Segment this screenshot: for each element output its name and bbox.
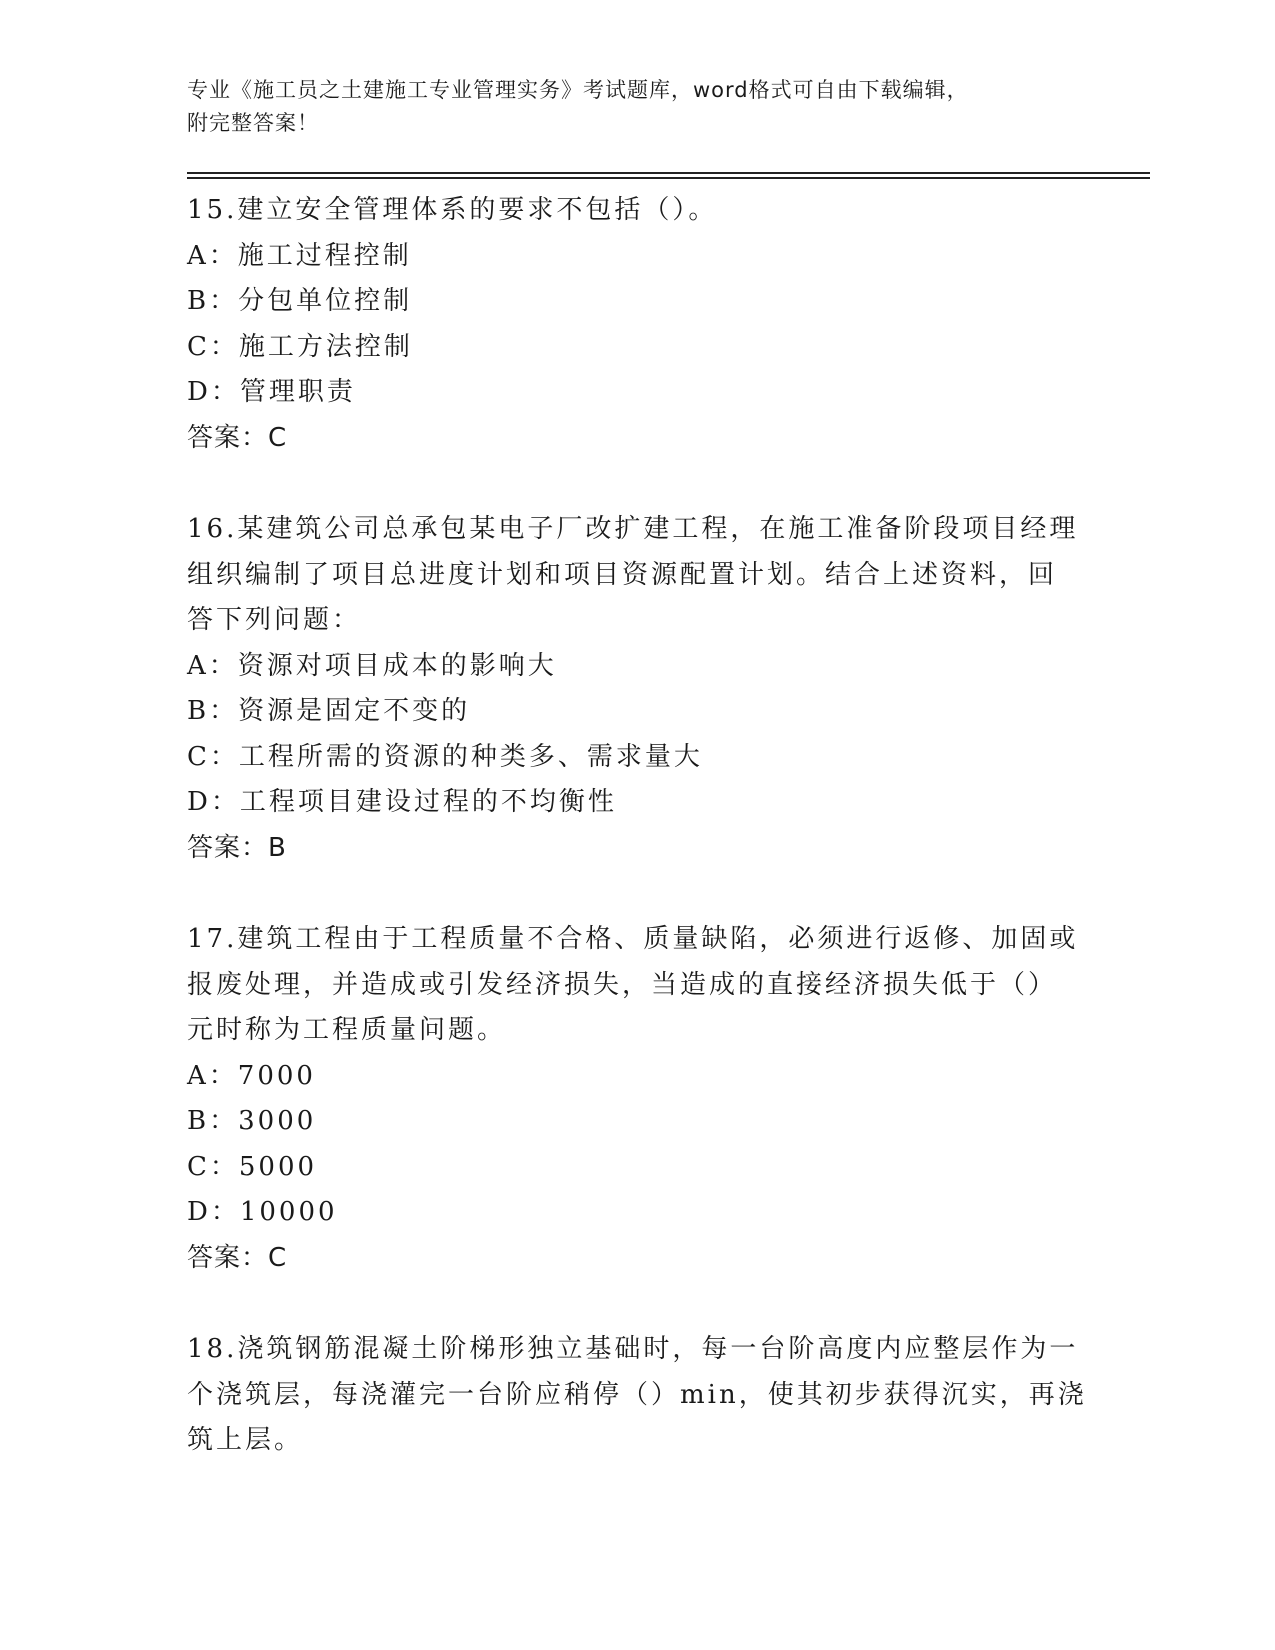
header-divider-top — [187, 172, 1150, 174]
question-16 — [187, 507, 1087, 871]
answer: 答案：C — [187, 1242, 288, 1273]
question-stem: 筑上层。 — [187, 1425, 304, 1455]
answer: 答案：C — [187, 422, 288, 453]
document-header — [187, 74, 1087, 140]
header-line-2: 附完整答案！ — [187, 111, 319, 135]
question-18 — [187, 1327, 1087, 1464]
option-b: B：资源是固定不变的 — [187, 696, 471, 726]
option-a: A：资源对项目成本的影响大 — [187, 650, 557, 681]
question-stem: 15.建立安全管理体系的要求不包括（）。 — [187, 195, 718, 225]
question-stem: 17.建筑工程由于工程质量不合格、质量缺陷，必须进行返修、加固或 — [187, 924, 1079, 954]
option-d: D：10000 — [187, 1197, 338, 1227]
header-line-1: 专业《施工员之土建施工专业管理实务》考试题库，word格式可自由下载编辑， — [187, 78, 969, 102]
question-stem: 18.浇筑钢筋混凝土阶梯形独立基础时，每一台阶高度内应整层作为一 — [187, 1334, 1079, 1364]
option-c: C：工程所需的资源的种类多、需求量大 — [187, 741, 703, 772]
option-b: B：3000 — [187, 1106, 317, 1136]
option-d: D：管理职责 — [187, 377, 356, 407]
option-c: C：5000 — [187, 1151, 318, 1182]
question-17 — [187, 917, 1087, 1281]
option-a: A：7000 — [187, 1060, 316, 1091]
question-stem: 组织编制了项目总进度计划和项目资源配置计划。结合上述资料，回 — [187, 559, 1058, 590]
option-c: C：施工方法控制 — [187, 331, 413, 362]
question-stem: 16.某建筑公司总承包某电子厂改扩建工程，在施工准备阶段项目经理 — [187, 514, 1079, 544]
question-stem: 报废处理，并造成或引发经济损失，当造成的直接经济损失低于（） — [187, 969, 1058, 1000]
question-stem: 个浇筑层，每浇灌完一台阶应稍停（）min，使其初步获得沉实，再浇 — [187, 1379, 1087, 1410]
option-d: D：工程项目建设过程的不均衡性 — [187, 787, 617, 817]
question-stem: 元时称为工程质量问题。 — [187, 1015, 507, 1045]
question-stem: 答下列问题： — [187, 605, 362, 635]
header-divider-bottom — [187, 177, 1150, 179]
question-list — [187, 188, 1087, 1510]
option-a: A：施工过程控制 — [187, 240, 412, 271]
answer: 答案：B — [187, 832, 287, 863]
option-b: B：分包单位控制 — [187, 286, 413, 316]
question-15 — [187, 188, 1087, 461]
